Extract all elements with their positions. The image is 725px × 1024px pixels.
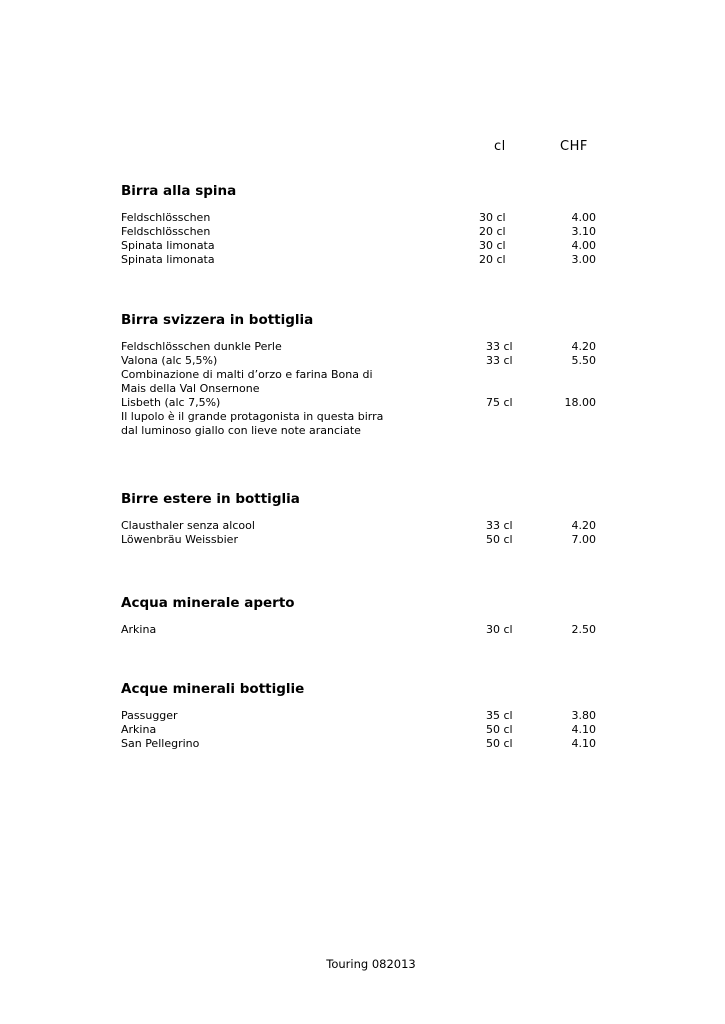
item-description <box>121 424 601 438</box>
item-price: 4.20 <box>571 519 596 532</box>
item-name: Spinata limonata <box>121 239 215 252</box>
item-name: Valona (alc 5,5%) <box>121 354 218 367</box>
menu-item-row <box>121 737 601 751</box>
menu-item-row <box>121 211 601 225</box>
item-price: 7.00 <box>571 533 596 546</box>
item-name: Arkina <box>121 723 157 736</box>
item-name: Feldschlösschen <box>121 211 211 224</box>
item-name: Löwenbräu Weissbier <box>121 533 238 546</box>
menu-item-row <box>121 396 601 410</box>
section-title: Birra alla spina <box>121 183 237 199</box>
item-description <box>121 410 601 424</box>
item-name: Arkina <box>121 623 157 636</box>
item-description-text: Combinazione di malti d’orzo e farina Bona di <box>121 368 373 381</box>
item-price: 4.00 <box>571 211 596 224</box>
column-header-cl: cl <box>494 139 506 154</box>
menu-item-row <box>121 225 601 239</box>
item-name: Feldschlösschen <box>121 225 211 238</box>
item-price: 4.10 <box>571 737 596 750</box>
item-price: 18.00 <box>564 396 596 409</box>
item-quantity: 50 cl <box>486 533 513 546</box>
section-birre-estere-in-bottiglia <box>121 489 601 547</box>
column-header-chf: CHF <box>560 139 588 154</box>
item-price: 3.80 <box>571 709 596 722</box>
item-price: 4.20 <box>571 340 596 353</box>
item-quantity: 50 cl <box>486 723 513 736</box>
item-price: 5.50 <box>571 354 596 367</box>
item-quantity: 33 cl <box>486 519 513 532</box>
item-quantity: 35 cl <box>486 709 513 722</box>
item-quantity: 30 cl <box>486 623 513 636</box>
section-acque-minerali-bottiglie <box>121 679 601 751</box>
item-name: Spinata limonata <box>121 253 215 266</box>
menu-item-row <box>121 533 601 547</box>
item-quantity: 33 cl <box>486 354 513 367</box>
item-description-text: dal luminoso giallo con lieve note aranciate <box>121 424 361 437</box>
item-quantity: 30 cl <box>479 211 506 224</box>
item-name: Passugger <box>121 709 178 722</box>
item-name: Feldschlösschen dunkle Perle <box>121 340 282 353</box>
menu-item-row <box>121 340 601 354</box>
menu-item-row <box>121 623 601 637</box>
item-description-text: Il lupolo è il grande protagonista in questa birra <box>121 410 384 423</box>
item-price: 4.00 <box>571 239 596 252</box>
menu-item-row <box>121 519 601 533</box>
item-description-text: Mais della Val Onsernone <box>121 382 260 395</box>
menu-item-row <box>121 354 601 368</box>
item-description <box>121 382 601 396</box>
section-title: Acqua minerale aperto <box>121 595 295 611</box>
item-price: 3.10 <box>571 225 596 238</box>
item-quantity: 33 cl <box>486 340 513 353</box>
item-quantity: 50 cl <box>486 737 513 750</box>
item-name: San Pellegrino <box>121 737 200 750</box>
item-description <box>121 368 601 382</box>
section-birra-alla-spina <box>121 181 601 267</box>
section-title: Birre estere in bottiglia <box>121 491 300 507</box>
menu-item-row <box>121 239 601 253</box>
item-quantity: 75 cl <box>486 396 513 409</box>
item-quantity: 20 cl <box>479 253 506 266</box>
section-title: Birra svizzera in bottiglia <box>121 312 314 328</box>
menu-item-row <box>121 253 601 267</box>
menu-item-row <box>121 709 601 723</box>
item-price: 2.50 <box>571 623 596 636</box>
item-price: 4.10 <box>571 723 596 736</box>
item-name: Lisbeth (alc 7,5%) <box>121 396 221 409</box>
section-title: Acque minerali bottiglie <box>121 681 305 697</box>
item-name: Clausthaler senza alcool <box>121 519 255 532</box>
section-acqua-minerale-aperto <box>121 593 601 637</box>
menu-item-row <box>121 723 601 737</box>
item-quantity: 30 cl <box>479 239 506 252</box>
section-birra-svizzera-in-bottiglia <box>121 310 601 438</box>
item-quantity: 20 cl <box>479 225 506 238</box>
footer-text: Touring 082013 <box>326 957 416 971</box>
item-price: 3.00 <box>571 253 596 266</box>
